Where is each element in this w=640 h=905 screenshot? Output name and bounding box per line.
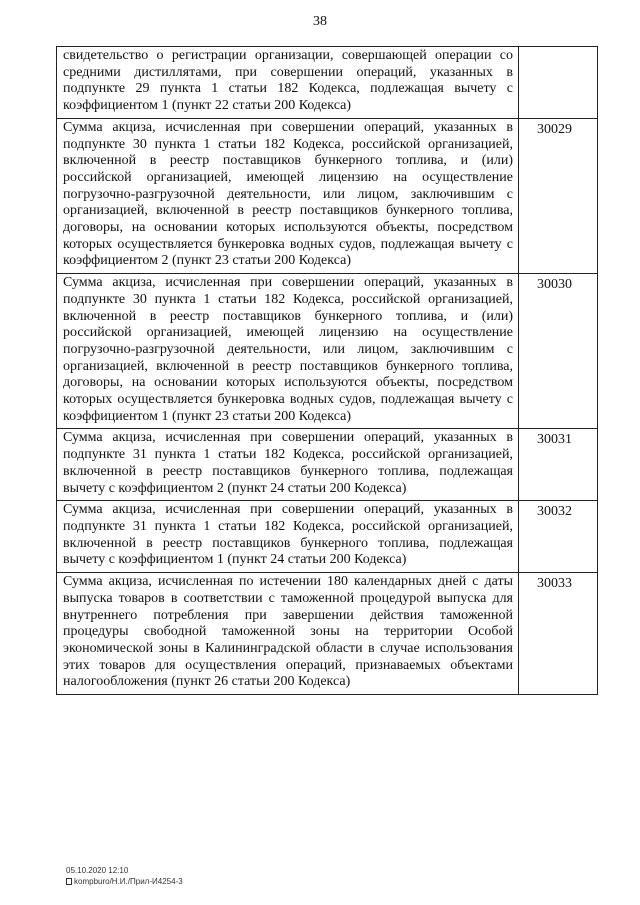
row-code: 30030 — [519, 274, 598, 429]
table-row — [57, 47, 598, 119]
row-code — [519, 47, 598, 119]
page-number: 38 — [313, 14, 327, 29]
row-description: Сумма акциза, исчисленная при совершении операций, указанных в подпункте 30 пункта 1 статьи 182 Кодекса, российской организацией, включенной в реестр поставщиков бункерного топлива, и (или) российской организацией, имеющей лицензию на осуществление погрузочно-разгрузочной деятельности, или лицом, заключившим с организацией, включенной в реестр поставщиков бункерного топлива, договоры, на основании которых используются объекты, посредством которых осуществляется бункеровка водных судов, подлежащая вычету с коэффициентом 2 (пункт 23 статьи 200 Кодекса) — [57, 118, 519, 273]
footer-file: kompburo/Н.И./Прил-И4254-3 — [74, 877, 183, 886]
row-description: Сумма акциза, исчисленная при совершении операций, указанных в подпункте 30 пункта 1 статьи 182 Кодекса, российской организацией, включенной в реестр поставщиков бункерного топлива, и (или) российской организацией, имеющей лицензию на осуществление погрузочно-разгрузочной деятельности, или лицом, заключившим с организацией, включенной в реестр поставщиков бункерного топлива, договоры, на основании которых используются объекты, посредством которых осуществляется бункеровка водных судов, подлежащая вычету с коэффициентом 1 (пункт 23 статьи 200 Кодекса) — [57, 274, 519, 429]
row-description: Сумма акциза, исчисленная при совершении операций, указанных в подпункте 31 пункта 1 статьи 182 Кодекса, российской организацией, включенной в реестр поставщиков бункерного топлива, подлежащая вычету с коэффициентом 1 (пункт 24 статьи 200 Кодекса) — [57, 501, 519, 573]
table-row — [57, 118, 598, 273]
row-code: 30031 — [519, 429, 598, 501]
row-code: 30033 — [519, 573, 598, 695]
footer-file-line — [66, 876, 183, 887]
footer-date: 05.10.2020 12:10 — [66, 866, 129, 875]
row-description: Сумма акциза, исчисленная по истечении 180 календарных дней с даты выпуска товаров в соответствии с таможенной процедурой выпуска для внутреннего потребления при завершении действия таможенной процедуры свободной таможенной зоны на территории Особой экономической зоны в Калининградской области в случае использования этих товаров для осуществления операций, признаваемых объектами налогообложения (пункт 26 статьи 200 Кодекса) — [57, 573, 519, 695]
table-row — [57, 501, 598, 573]
row-code: 30032 — [519, 501, 598, 573]
table-row — [57, 429, 598, 501]
row-code: 30029 — [519, 118, 598, 273]
table-row — [57, 274, 598, 429]
table-row — [57, 573, 598, 695]
row-description: Сумма акциза, исчисленная при совершении операций, указанных в подпункте 31 пункта 1 статьи 182 Кодекса, российской организацией, включенной в реестр поставщиков бункерного топлива, подлежащая вычету с коэффициентом 2 (пункт 24 статьи 200 Кодекса) — [57, 429, 519, 501]
row-description: свидетельство о регистрации организации, совершающей операции со средними дистиллятами, при совершении операций, указанных в подпункте 29 пункта 1 статьи 182 Кодекса, подлежащая вычету с коэффициентом 1 (пункт 22 статьи 200 Кодекса) — [57, 47, 519, 119]
codes-table — [56, 46, 598, 695]
document-icon — [66, 878, 72, 885]
document-footer — [66, 865, 183, 887]
